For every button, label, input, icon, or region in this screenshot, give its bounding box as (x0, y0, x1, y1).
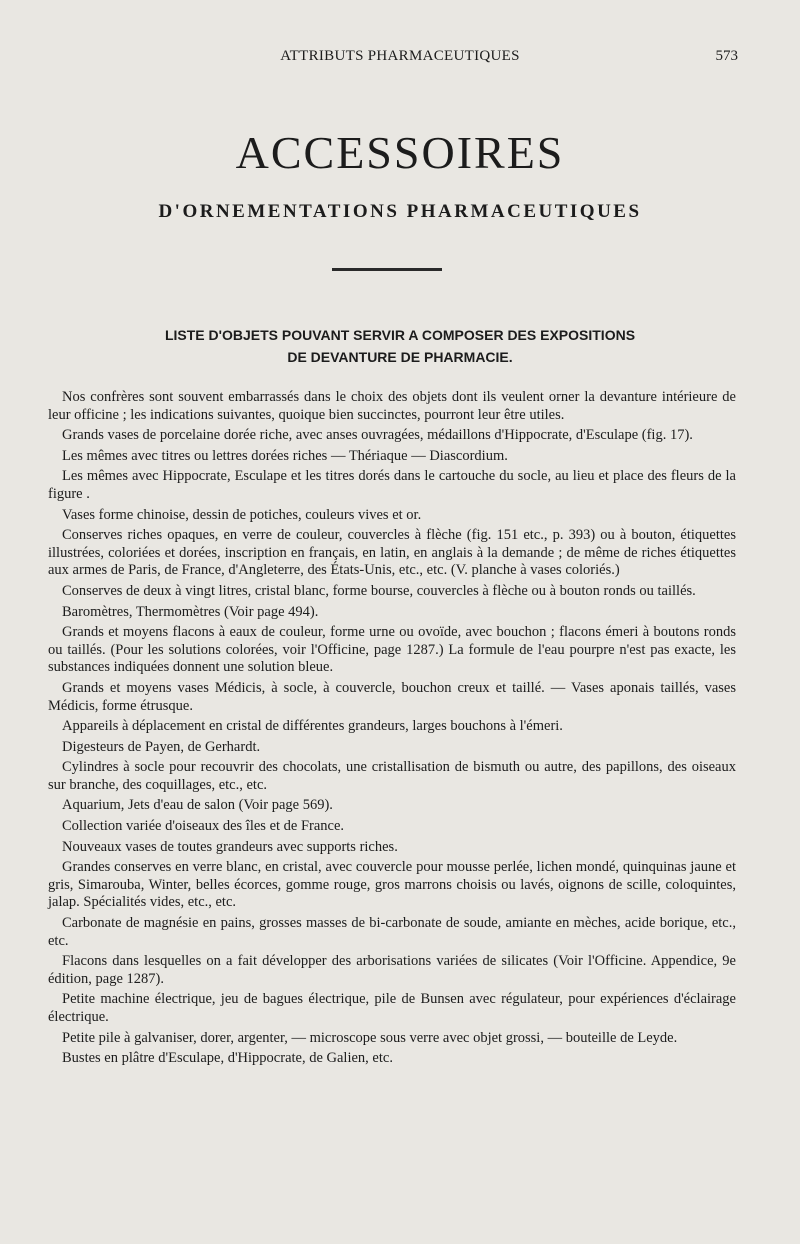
list-item: Appareils à déplacement en cristal de différentes grandeurs, larges bouchons à l'émeri. (62, 718, 563, 735)
list-item: Grands et moyens flacons à eaux de couleur, forme urne ou ovoïde, avec bouchon ; flacons émeri à boutons ronds ou taillés. (Pour les solutions colorées, voir l'Officine, page 1287.) La formule de l'eau pourpre n'est pas exacte, les substances indiquées donnent une solution bleue. (48, 624, 736, 676)
list-item: Conserves de deux à vingt litres, cristal blanc, forme bourse, couvercles à flèche ou à bouton ronds ou taillés. (62, 582, 696, 599)
page-title: ACCESSOIRES (235, 127, 565, 178)
paragraph-intro: Nos confrères sont souvent embarrassés dans le choix des objets dont ils veulent orner la devanture intérieure de leur officine ; les indications suivantes, quoique bien succinctes, pourront leur être utiles. (48, 389, 736, 423)
list-item: Vases forme chinoise, dessin de potiches, couleurs vives et or. (62, 506, 422, 523)
running-title: ATTRIBUTS PHARMACEUTIQUES (280, 48, 520, 64)
list-item: Les mêmes avec titres ou lettres dorées riches — Thériaque — Diascordium. (62, 447, 508, 464)
list-item: Nouveaux vases de toutes grandeurs avec supports riches. (62, 838, 398, 855)
list-item: Conserves riches opaques, en verre de couleur, couvercles à flèche (fig. 151 etc., p. 393) ou à bouton, étiquettes illustrées, coloriées et dorées, inscription en français, en latin, en anglais à la demande ; de même de riches étiquettes aux armes de Paris, de France, d'Angleterre, des États-Unis, etc., etc. (V. planche à vases coloriés.) (48, 527, 736, 579)
list-heading-line-2: DE DEVANTURE DE PHARMACIE. (287, 349, 513, 365)
list-item: Les mêmes avec Hippocrate, Esculape et les titres dorés dans le cartouche du socle, au lieu et place des fleurs de la figure . (48, 468, 736, 502)
list-item: Grands vases de porcelaine dorée riche, avec anses ouvragées, médaillons d'Hippocrate, d'Esculape (fig. 17). (62, 427, 693, 444)
list-item: Carbonate de magnésie en pains, grosses masses de bi-carbonate de soude, amiante en mèches, acide borique, etc., etc. (48, 915, 736, 949)
list-item: Collection variée d'oiseaux des îles et de France. (62, 818, 345, 835)
list-item: Baromètres, Thermomètres (Voir page 494). (62, 603, 319, 620)
list-heading (70, 324, 730, 368)
list-item: Petite pile à galvaniser, dorer, argenter, — microscope sous verre avec objet grossi, — bouteille de Leyde. (62, 1029, 678, 1046)
list-item: Digesteurs de Payen, de Gerhardt. (62, 738, 261, 755)
list-item: Aquarium, Jets d'eau de salon (Voir page 569). (62, 797, 333, 814)
list-item: Bustes en plâtre d'Esculape, d'Hippocrate, de Galien, etc. (62, 1050, 393, 1067)
list-heading-line-1: LISTE D'OBJETS POUVANT SERVIR A COMPOSER DES EXPOSITIONS (164, 327, 636, 343)
list-item: Flacons dans lesquelles on a fait développer des arborisations variées de silicates (Voir l'Officine. Appendice, 9e édition, page 1287). (48, 953, 736, 987)
list-item: Grandes conserves en verre blanc, en cristal, avec couvercle pour mousse perlée, lichen mondé, quinquinas jaune et gris, Simarouba, Winter, belles écorces, gomme rouge, gros marrons choisis ou lavés, oignons de scille, coloquintes, jalap. Spécialités vides, etc., etc. (48, 859, 736, 911)
list-item: Cylindres à socle pour recouvrir des chocolats, une cristallisation de bismuth ou autre, des papillons, des oiseaux sur branche, des coquillages, etc., etc. (48, 759, 736, 793)
page-number: 573 (715, 48, 738, 64)
list-item: Petite machine électrique, jeu de bagues électrique, pile de Bunsen avec régulateur, pour expériences d'éclairage électrique. (48, 991, 736, 1025)
list-item: Grands et moyens vases Médicis, à socle, à couvercle, bouchon creux et taillé. — Vases aponais taillés, vases Médicis, forme étrusque. (48, 679, 736, 714)
title-divider (332, 268, 442, 271)
body-text (48, 389, 736, 1071)
page-subtitle: D'ORNEMENTATIONS PHARMACEUTIQUES (158, 201, 642, 222)
running-head (0, 48, 800, 68)
